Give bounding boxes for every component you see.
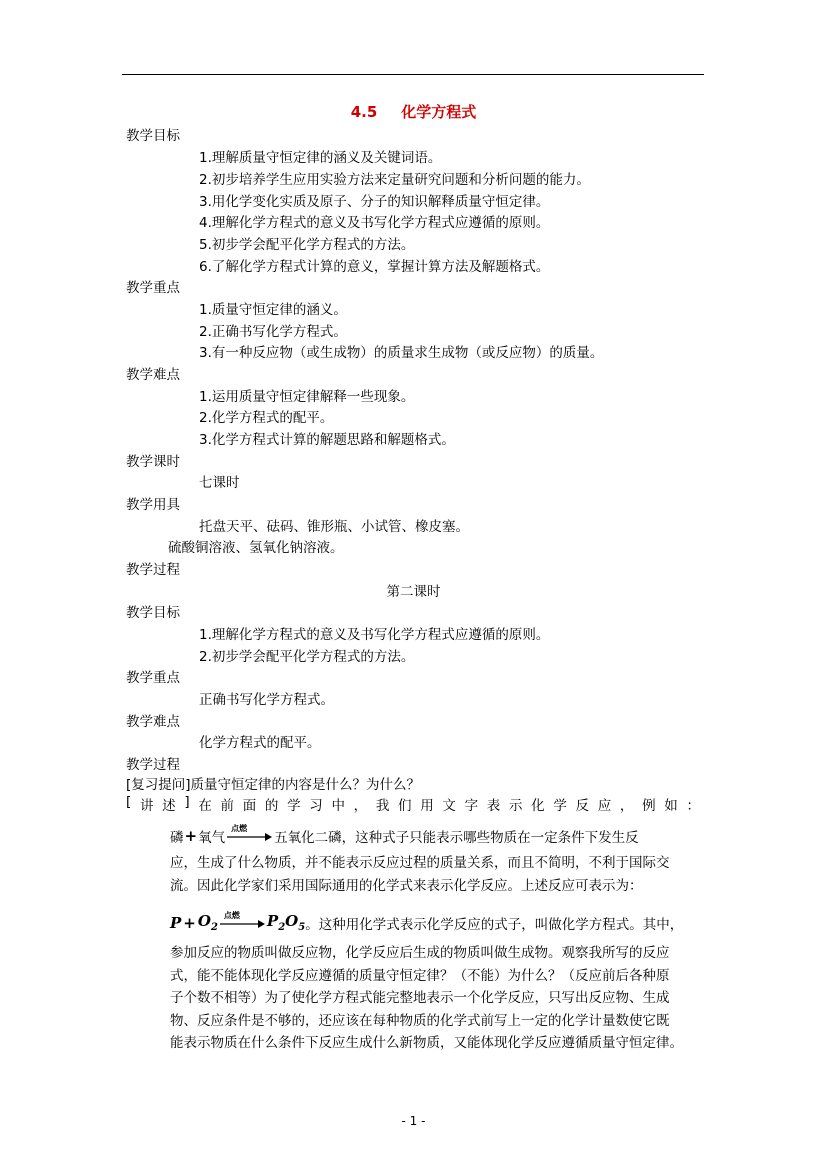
chemical-equation-tail: 。这种用化学式表示化学反应的式子，叫做化学方程式。其中， [305, 916, 684, 933]
section-heading-process: 教学过程 [126, 562, 180, 578]
section-heading-key-points: 教学重点 [126, 280, 180, 296]
paragraph-line: 参加反应的物质叫做反应物，化学反应后生成的物质叫做生成物。观察我所写的反应 [170, 945, 670, 961]
narration-char: 在 [198, 798, 212, 814]
lesson2-key-point: 正确书写化学方程式。 [199, 692, 334, 708]
symbol-p2o5 [267, 912, 305, 933]
narration-char: 用 [420, 798, 434, 814]
paragraph-line: 能表示物质在什么条件下反应生成什么新物质，又能体现化学反应遵循质量守恒定律。 [170, 1035, 683, 1051]
narration-char: 应 [597, 798, 612, 814]
section-heading-hours: 教学课时 [126, 454, 180, 470]
reaction-condition: 点燃 [223, 910, 240, 920]
subscript: 5 [298, 922, 306, 933]
paragraph-line: 物、反应条件是不够的，还应该在每种物质的化学式前写上一定的化学计量数使它既 [170, 1012, 670, 1029]
symbol-p: P [170, 913, 182, 932]
narration-char: 面 [242, 798, 257, 814]
narration-char: 们 [398, 798, 412, 814]
objective-item: 1.理解质量守恒定律的涵义及关键词语。 [199, 150, 442, 166]
section-heading-difficult-points: 教学难点 [126, 367, 180, 383]
narration-char: 文 [442, 798, 456, 814]
objective-item: 5.初步学会配平化学方程式的方法。 [199, 237, 415, 253]
title-number: 4.5 [350, 103, 378, 121]
symbol-p: P [266, 912, 279, 930]
lesson2-heading: 第二课时 [386, 584, 441, 600]
narration-char: ： [686, 798, 700, 814]
section-heading-objectives: 教学目标 [126, 128, 180, 144]
word-equation-tail: ，这种式子只能表示哪些物质在一定条件下发生反 [341, 830, 639, 846]
narration-char: 例 [642, 798, 656, 814]
tools-line: 硫酸铜溶液、氢氧化钠溶液。 [168, 540, 344, 556]
narration-char: 化 [531, 798, 545, 814]
narration-char: 字 [464, 798, 479, 814]
narration-char: 表 [486, 798, 501, 814]
subscript: 2 [278, 922, 286, 933]
narration-char: 学 [287, 798, 301, 814]
reaction-arrow [220, 910, 265, 930]
section-heading-tools: 教学用具 [126, 497, 180, 513]
key-point-item: 2.正确书写化学方程式。 [199, 324, 347, 340]
word-equation [170, 826, 639, 846]
title-text: 化学方程式 [401, 103, 477, 121]
narration-char: 习 [309, 798, 323, 814]
symbol-o: O [197, 912, 211, 930]
review-question: [复习提问]质量守恒定律的内容是什么？为什么？ [126, 777, 421, 793]
narration-char: 的 [264, 798, 279, 814]
narration-char: [ [126, 794, 132, 810]
lesson2-heading-objectives: 教学目标 [126, 605, 180, 621]
narration-char: 中 [331, 798, 345, 814]
narration-char: 学 [553, 798, 567, 814]
plus-sign: + [183, 913, 196, 932]
product-p2o5-name: 五氧化二磷 [274, 830, 342, 846]
difficult-point-item: 3.化学方程式计算的解题思路和解题格式。 [199, 432, 455, 448]
paragraph-b [170, 942, 712, 1055]
key-point-item: 1.质量守恒定律的涵义。 [199, 302, 347, 318]
symbol-o2 [198, 912, 218, 933]
page-title [0, 101, 827, 122]
key-point-item: 3.有一种反应物（或生成物）的质量求生成物（或反应物）的质量。 [199, 345, 604, 361]
paragraph-line: 式，能不能体现化学反应遵循的质量守恒定律？（不能）为什么？（反应前后各种原 [170, 967, 670, 984]
lesson2-heading-process: 教学过程 [126, 757, 180, 773]
arrow-icon [220, 920, 265, 928]
reaction-condition: 点燃 [231, 824, 248, 833]
symbol-o: O [285, 912, 299, 930]
lesson2-heading-key: 教学重点 [126, 670, 180, 686]
lesson2-heading-difficult: 教学难点 [126, 714, 180, 730]
objective-item: 4.理解化学方程式的意义及书写化学方程式应遵循的原则。 [199, 215, 550, 231]
reaction-arrow [227, 824, 272, 843]
reactant-oxygen: 氧气 [198, 830, 226, 846]
arrow-icon [227, 833, 272, 841]
tools-line: 托盘天平、砝码、锥形瓶、小试管、橡皮塞。 [199, 519, 469, 535]
plus-sign: + [184, 827, 198, 845]
header-rule [122, 74, 704, 75]
narration-char: 反 [575, 798, 589, 814]
narration-char: 我 [375, 798, 390, 814]
objective-item: 3.用化学变化实质及原子、分子的知识解释质量守恒定律。 [199, 194, 550, 210]
hours-value: 七课时 [199, 475, 240, 491]
paragraph-line: 流。因此化学家们采用国际通用的化学式来表示化学反应。上述反应可表示为： [170, 877, 643, 894]
objective-item: 2.初步培养学生应用实验方法来定量研究问题和分析问题的能力。 [199, 172, 590, 188]
narration-char: 如 [664, 798, 678, 814]
narration-char: 述 [162, 798, 176, 814]
page-number: - 1 - [401, 1114, 426, 1128]
lesson2-objective-item: 2.初步学会配平化学方程式的方法。 [199, 649, 415, 665]
narration-char: 示 [508, 798, 523, 814]
chemical-equation [170, 912, 683, 933]
objective-item: 6.了解化学方程式计算的意义，掌握计算方法及解题格式。 [199, 259, 550, 275]
narration-line [126, 794, 700, 814]
lesson2-difficult-point: 化学方程式的配平。 [199, 735, 321, 751]
reactant-phosphorus: 磷 [170, 830, 184, 846]
narration-char: 前 [220, 798, 234, 814]
paragraph-a [170, 852, 712, 897]
lesson2-objective-item: 1.理解化学方程式的意义及书写化学方程式应遵循的原则。 [199, 627, 550, 643]
paragraph-line: 子个数不相等）为了使化学方程式能完整地表示一个化学反应，只写出反应物、生成 [170, 990, 670, 1006]
narration-char: ] [184, 794, 190, 810]
difficult-point-item: 1.运用质量守恒定律解释一些现象。 [199, 389, 415, 405]
narration-char: ， [619, 798, 634, 814]
paragraph-line: 应，生成了什么物质，并不能表示反应过程的质量关系，而且不简明，不利于国际交 [170, 855, 670, 871]
difficult-point-item: 2.化学方程式的配平。 [199, 410, 334, 426]
subscript: 2 [210, 922, 218, 933]
narration-char: ， [353, 798, 368, 814]
narration-char: 讲 [139, 798, 154, 814]
